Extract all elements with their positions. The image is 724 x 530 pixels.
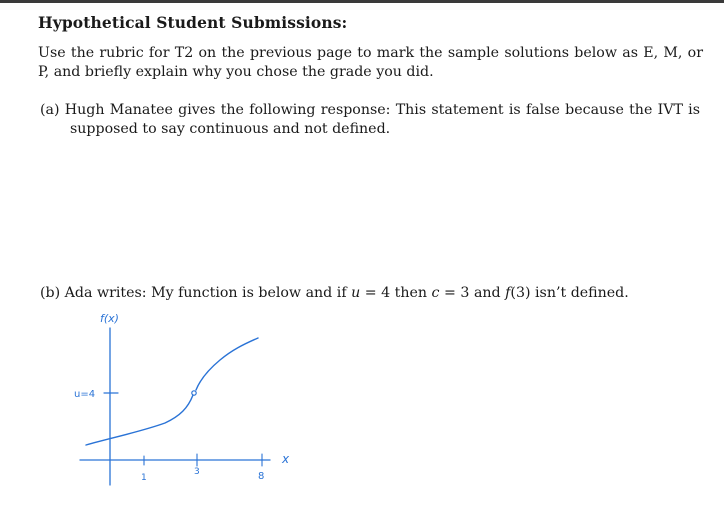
part-b-text-2: = 4 then	[360, 285, 432, 301]
part-b-text-4: (3) isn’t defined.	[510, 285, 629, 301]
part-b-text-1: Ada writes: My function is below and if	[64, 285, 352, 301]
var-f: f	[505, 285, 511, 301]
hole-marker	[192, 391, 196, 395]
part-a-text: Hugh Manatee gives the following response: This statement is false because the IVT is supposed to say continuous and not defined.	[64, 102, 700, 137]
part-a-label: (a)	[40, 102, 60, 118]
var-c: c	[431, 285, 440, 301]
y-axis-label: f(x)	[100, 312, 119, 325]
section-heading: Hypothetical Student Submissions:	[38, 13, 348, 32]
instructions-paragraph: Use the rubric for T2 on the previous page to mark the sample solutions below as E, M, or P, and briefly explain why you chose the grade you did.	[38, 45, 703, 80]
x-axis-label: x	[282, 452, 290, 466]
x-tick-8-label: 8	[258, 471, 265, 482]
curve-right-branch	[196, 338, 258, 390]
top-rule	[0, 0, 724, 3]
u-equals-4-label: u=4	[74, 389, 96, 400]
x-tick-3-label: 3	[194, 467, 200, 477]
part-b-label: (b)	[40, 285, 61, 301]
curve-left-branch	[86, 395, 193, 445]
part-b	[40, 284, 700, 303]
x-tick-1-label: 1	[141, 473, 147, 483]
part-b-text-3: = 3 and	[439, 285, 506, 301]
part-a	[40, 101, 700, 139]
var-u: u	[351, 285, 361, 301]
hand-drawn-graph	[70, 302, 310, 492]
